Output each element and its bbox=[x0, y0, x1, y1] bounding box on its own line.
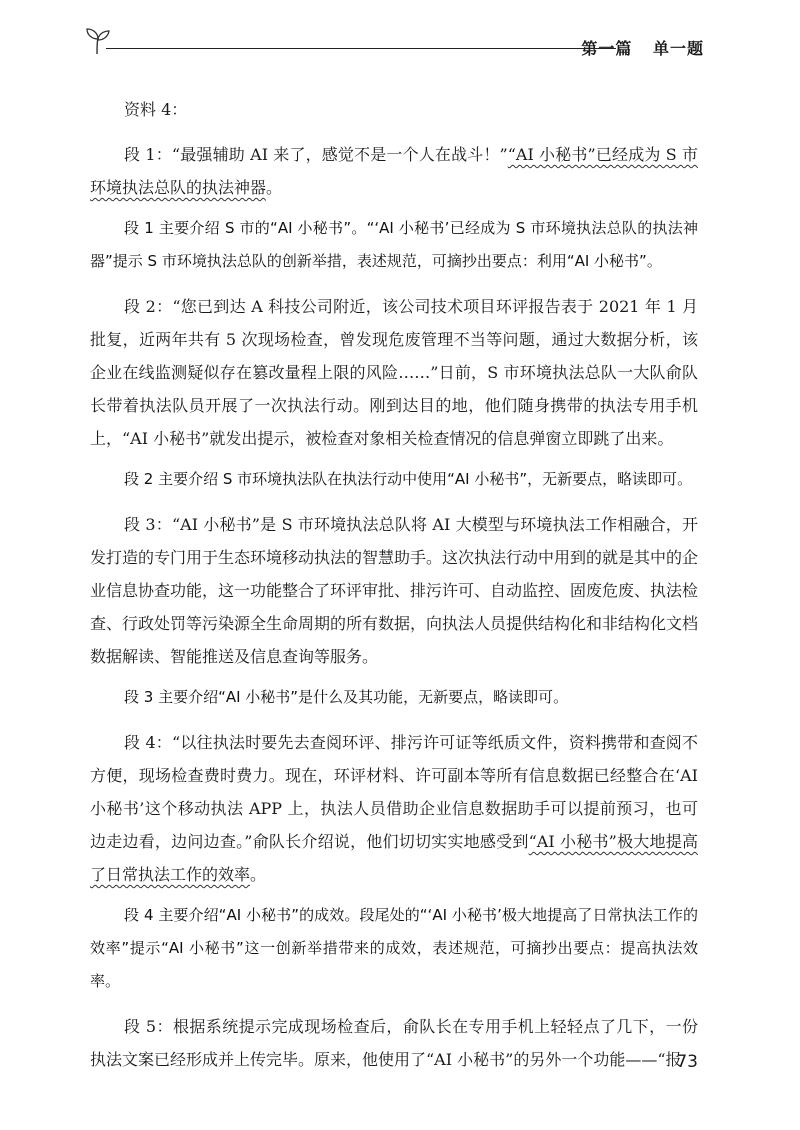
paragraph-5: 段 5：根据系统提示完成现场检查后，俞队长在专用手机上轻轻点了几下，一份执法文案已经形成并上传完毕。原来，他使用了“AI 小秘书”的另外一个功能——“报 bbox=[90, 1017, 698, 1069]
paragraph-2: 段 2：“您已到达 A 科技公司附近，该公司技术项目环评报告表于 2021 年 1 月批复，近两年共有 5 次现场检查，曾发现危废管理不当等问题，通过大数据分析，该企业在线监测疑似存在篡改量程上限的风险……”日前，S 市环境执法总队一大队俞队长带着执法队员开展了一次执法行动。刚到达目的地，他们随身携带的执法专用手机上，“AI 小秘书”就发出提示，被检查对象相关检查情况的信息弹窗立即跳了出来。 bbox=[90, 297, 698, 448]
sprout-icon bbox=[84, 26, 112, 56]
analysis-note-1: 段 1 主要介绍 S 市的“AI 小秘书”。“‘AI 小秘书’已经成为 S 市环境执法总队的执法神器”提示 S 市环境执法总队的创新举措，表述规范，可摘抄出要点：利用“AI 小秘书”。 bbox=[90, 219, 698, 270]
header-section: 第一篇 bbox=[581, 39, 633, 58]
header-topic: 单一题 bbox=[652, 39, 704, 58]
analysis-note-3: 段 3 主要介绍“AI 小秘书”是什么及其功能，无新要点，略读即可。 bbox=[124, 688, 569, 706]
material-label: 资料 4： bbox=[124, 100, 188, 119]
analysis-note-2: 段 2 主要介绍 S 市环境执法队在执法行动中使用“AI 小秘书”，无新要点，略读即可。 bbox=[124, 470, 693, 488]
running-header bbox=[84, 26, 704, 66]
paragraph-3: 段 3：“AI 小秘书”是 S 市环境执法总队将 AI 大模型与环境执法工作相融合，开发打造的专门用于生态环境移动执法的智慧助手。这次执法行动中用到的就是其中的企业信息协查功能，这一功能整合了环评审批、排污许可、自动监控、固废危废、执法检查、行政处罚等污染源全生命周期的所有数据，向执法人员提供结构化和非结构化文档数据解读、智能推送及信息查询等服务。 bbox=[90, 515, 699, 666]
header-rule bbox=[106, 48, 616, 49]
page-number: 73 bbox=[676, 1052, 698, 1072]
header-title bbox=[567, 36, 704, 59]
key-sentence-1: “AI 小秘书”已经成为 S 市环境执法总队的执法神器 bbox=[90, 145, 698, 197]
page-content bbox=[90, 92, 698, 1084]
key-sentence-4: “AI 小秘书”极大地提高了日常执法工作的效率 bbox=[90, 832, 698, 884]
analysis-note-4: 段 4 主要介绍“AI 小秘书”的成效。段尾处的“‘AI 小秘书’极大地提高了日常执法工作的效率”提示“AI 小秘书”这一创新举措带来的成效，表述规范，可摘抄出要点：提高执法效率。 bbox=[90, 906, 698, 990]
paragraph-4: 段 4：“以往执法时要先去查阅环评、排污许可证等纸质文件，资料携带和查阅不方便，现场检查费时费力。现在，环评材料、许可副本等所有信息数据已经整合在‘AI 小秘书’这个移动执法 APP 上，执法人员借助企业信息数据助手可以提前预习，也可边走边看，边问边查。”俞队长介绍说，他们切切实实地感受到“AI 小秘书”极大地提高了日常执法工作的效率。 bbox=[90, 733, 698, 884]
paragraph-1: 段 1：“最强辅助 AI 来了，感觉不是一个人在战斗！”“AI 小秘书”已经成为 S 市环境执法总队的执法神器。 bbox=[90, 145, 698, 197]
